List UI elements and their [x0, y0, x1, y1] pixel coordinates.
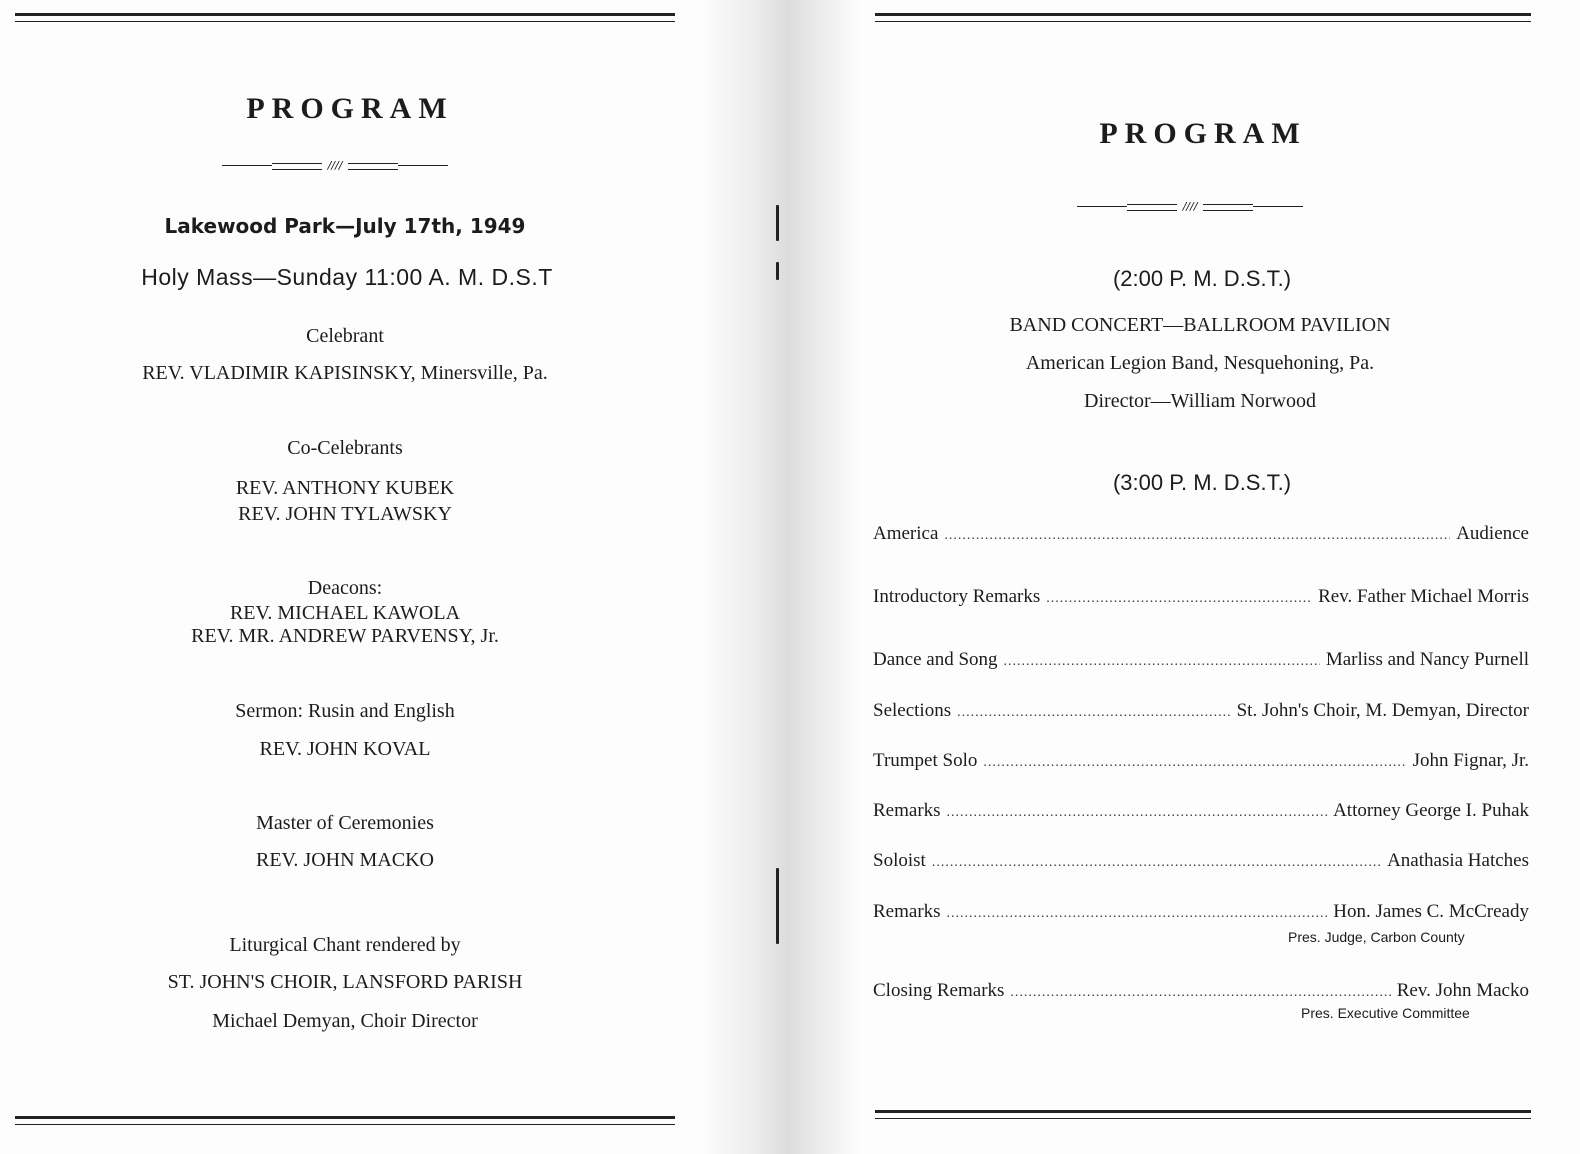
chant-heading: Liturgical Chant rendered by: [229, 934, 461, 956]
page-title: PROGRAM: [1099, 117, 1307, 150]
band-name: American Legion Band, Nesquehoning, Pa.: [1025, 352, 1375, 374]
item-label: Closing Remarks: [873, 980, 1005, 1001]
book-gutter: [700, 0, 860, 1154]
bottom-rule: [875, 1110, 1531, 1119]
dot-leader: [1004, 654, 1320, 670]
dot-leader: [932, 855, 1381, 871]
sermon-name: REV. JOHN KOVAL: [259, 738, 431, 760]
item-performer: St. John's Choir, M. Demyan, Director: [1236, 700, 1529, 721]
staple-upper-mid: [776, 262, 779, 280]
title-ornament: ////: [1077, 201, 1303, 213]
band-director: Director—William Norwood: [1084, 390, 1316, 412]
right-program-page: [860, 0, 1560, 1154]
item-performer: Anathasia Hatches: [1387, 850, 1529, 871]
staple-lower: [776, 868, 779, 944]
dot-leader: [957, 705, 1231, 721]
choir-director: Michael Demyan, Choir Director: [212, 1010, 478, 1032]
program-item-trumpet-solo: [873, 750, 1529, 772]
top-rule: [15, 13, 675, 22]
item-label: America: [873, 523, 939, 544]
mass-time-line: Holy Mass—Sunday 11:00 A. M. D.S.T: [141, 264, 553, 290]
staple-top: [776, 205, 779, 241]
item-performer: Rev. John Macko: [1396, 980, 1529, 1001]
choir-name: ST. JOHN'S CHOIR, LANSFORD PARISH: [167, 971, 523, 993]
item-performer: Audience: [1456, 523, 1529, 544]
cocelebrant-name: REV. JOHN TYLAWSKY: [238, 503, 452, 525]
celebrant-name: REV. VLADIMIR KAPISINSKY, Minersville, Pa.: [142, 362, 548, 384]
item-performer: Marliss and Nancy Purnell: [1325, 649, 1529, 670]
cocelebrants-heading: Co-Celebrants: [287, 437, 403, 459]
program-time: (3:00 P. M. D.S.T.): [1112, 470, 1292, 495]
dot-leader: [947, 805, 1328, 821]
item-label: Introductory Remarks: [873, 586, 1041, 607]
master-name: REV. JOHN MACKO: [256, 849, 434, 871]
program-item-closing-remarks: [873, 980, 1529, 1002]
dot-leader: [1010, 985, 1390, 1001]
program-item-america: [873, 523, 1529, 545]
title-ornament: ////: [222, 160, 448, 172]
dot-leader: [1046, 591, 1312, 607]
program-item-remarks: [873, 901, 1529, 923]
deacon-name: REV. MICHAEL KAWOLA: [229, 602, 461, 624]
left-program-page: [0, 0, 700, 1154]
dot-leader: [983, 755, 1406, 771]
item-label: Selections: [873, 700, 952, 721]
page-title: PROGRAM: [246, 92, 454, 125]
performer-title-note: Pres. Executive Committee: [1301, 1005, 1470, 1021]
item-label: Remarks: [873, 800, 941, 821]
program-item-soloist: [873, 850, 1529, 872]
cocelebrant-name: REV. ANTHONY KUBEK: [235, 477, 455, 499]
celebrant-heading: Celebrant: [306, 325, 384, 347]
event-date-line: Lakewood Park—July 17th, 1949: [164, 214, 526, 238]
item-label: Remarks: [873, 901, 941, 922]
item-performer: Attorney George I. Puhak: [1333, 800, 1529, 821]
item-performer: Hon. James C. McCready: [1333, 901, 1529, 922]
item-label: Trumpet Solo: [873, 750, 978, 771]
item-label: Soloist: [873, 850, 926, 871]
dot-leader: [947, 906, 1328, 922]
program-item-dance-and-song: [873, 649, 1529, 671]
master-heading: Master of Ceremonies: [256, 812, 434, 834]
bottom-rule: [15, 1116, 675, 1125]
dot-leader: [944, 528, 1450, 544]
sermon-heading: Sermon: Rusin and English: [235, 700, 455, 722]
item-performer: John Fignar, Jr.: [1412, 750, 1529, 771]
program-item-selections: [873, 700, 1529, 722]
item-performer: Rev. Father Michael Morris: [1318, 586, 1529, 607]
program-item-remarks: [873, 800, 1529, 822]
program-item-introductory-remarks: [873, 586, 1529, 608]
item-label: Dance and Song: [873, 649, 998, 670]
deacons-heading: Deacons:: [307, 577, 383, 599]
top-rule: [875, 13, 1531, 22]
performer-title-note: Pres. Judge, Carbon County: [1288, 929, 1465, 945]
band-concert-heading: BAND CONCERT—BALLROOM PAVILION: [1009, 314, 1391, 336]
deacon-name: REV. MR. ANDREW PARVENSY, Jr.: [191, 625, 499, 647]
concert-time: (2:00 P. M. D.S.T.): [1112, 266, 1292, 291]
